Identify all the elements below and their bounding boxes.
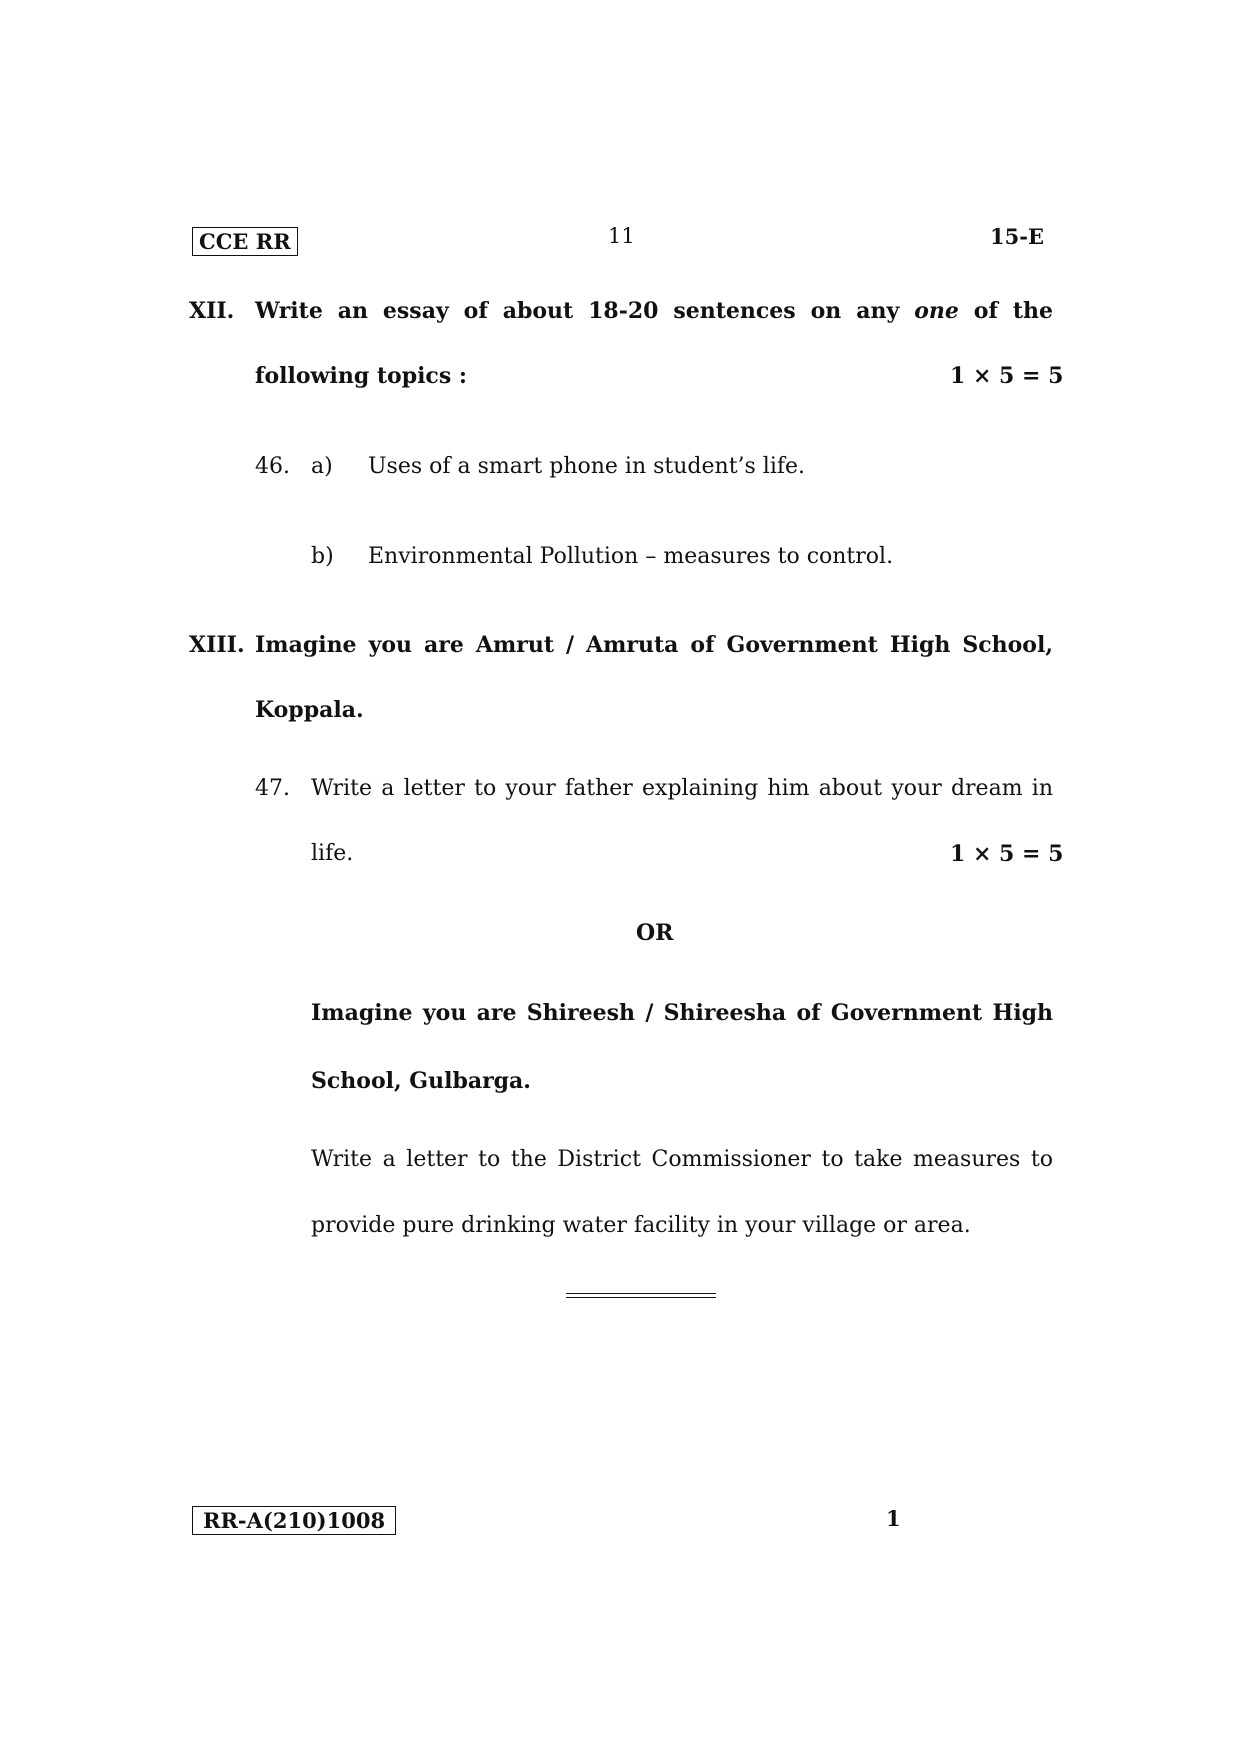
question-47-number: 47. xyxy=(255,776,290,801)
option-b-text: Environmental Pollution – measures to control. xyxy=(368,544,894,569)
instruction-emphasis: one xyxy=(914,298,959,324)
end-divider xyxy=(566,1293,716,1298)
question-47-marks: 1 × 5 = 5 xyxy=(950,841,1064,867)
option-a-text: Uses of a smart phone in student’s life. xyxy=(368,454,806,479)
footer-code: RR-A(210)1008 xyxy=(192,1506,396,1535)
section-xiii-prompt-line2: Koppala. xyxy=(255,697,364,723)
section-xii-number: XII. xyxy=(189,298,235,324)
footer-sheet-number: 1 xyxy=(886,1506,901,1531)
question-47-line1: Write a letter to your father explaining him about your dream in xyxy=(311,776,1053,801)
page-number: 11 xyxy=(608,224,635,248)
option-b-label: b) xyxy=(311,544,334,569)
instruction-text: Write an essay of about 18-20 sentences on any xyxy=(255,298,900,324)
alt-question-line1: Write a letter to the District Commissioner to take measures to xyxy=(311,1147,1053,1172)
option-a-label: a) xyxy=(311,454,333,479)
question-47-line2: life. xyxy=(311,841,354,866)
section-xii-marks: 1 × 5 = 5 xyxy=(950,363,1064,389)
header-code-left: CCE RR xyxy=(192,227,298,256)
alt-prompt-line1: Imagine you are Shireesh / Shireesha of Government High xyxy=(311,1000,1053,1026)
section-xiii-number: XIII. xyxy=(189,632,245,658)
header-code-right: 15-E xyxy=(990,224,1044,249)
section-xii-instruction-line1 xyxy=(255,298,1053,324)
or-label: OR xyxy=(636,920,674,946)
section-xii-instruction-line2: following topics : xyxy=(255,363,467,389)
instruction-end: of the xyxy=(973,298,1054,324)
alt-prompt-line2: School, Gulbarga. xyxy=(311,1068,531,1094)
alt-question-line2: provide pure drinking water facility in your village or area. xyxy=(311,1213,971,1238)
question-46-number: 46. xyxy=(255,454,290,479)
section-xiii-prompt-line1: Imagine you are Amrut / Amruta of Government High School, xyxy=(255,632,1053,658)
